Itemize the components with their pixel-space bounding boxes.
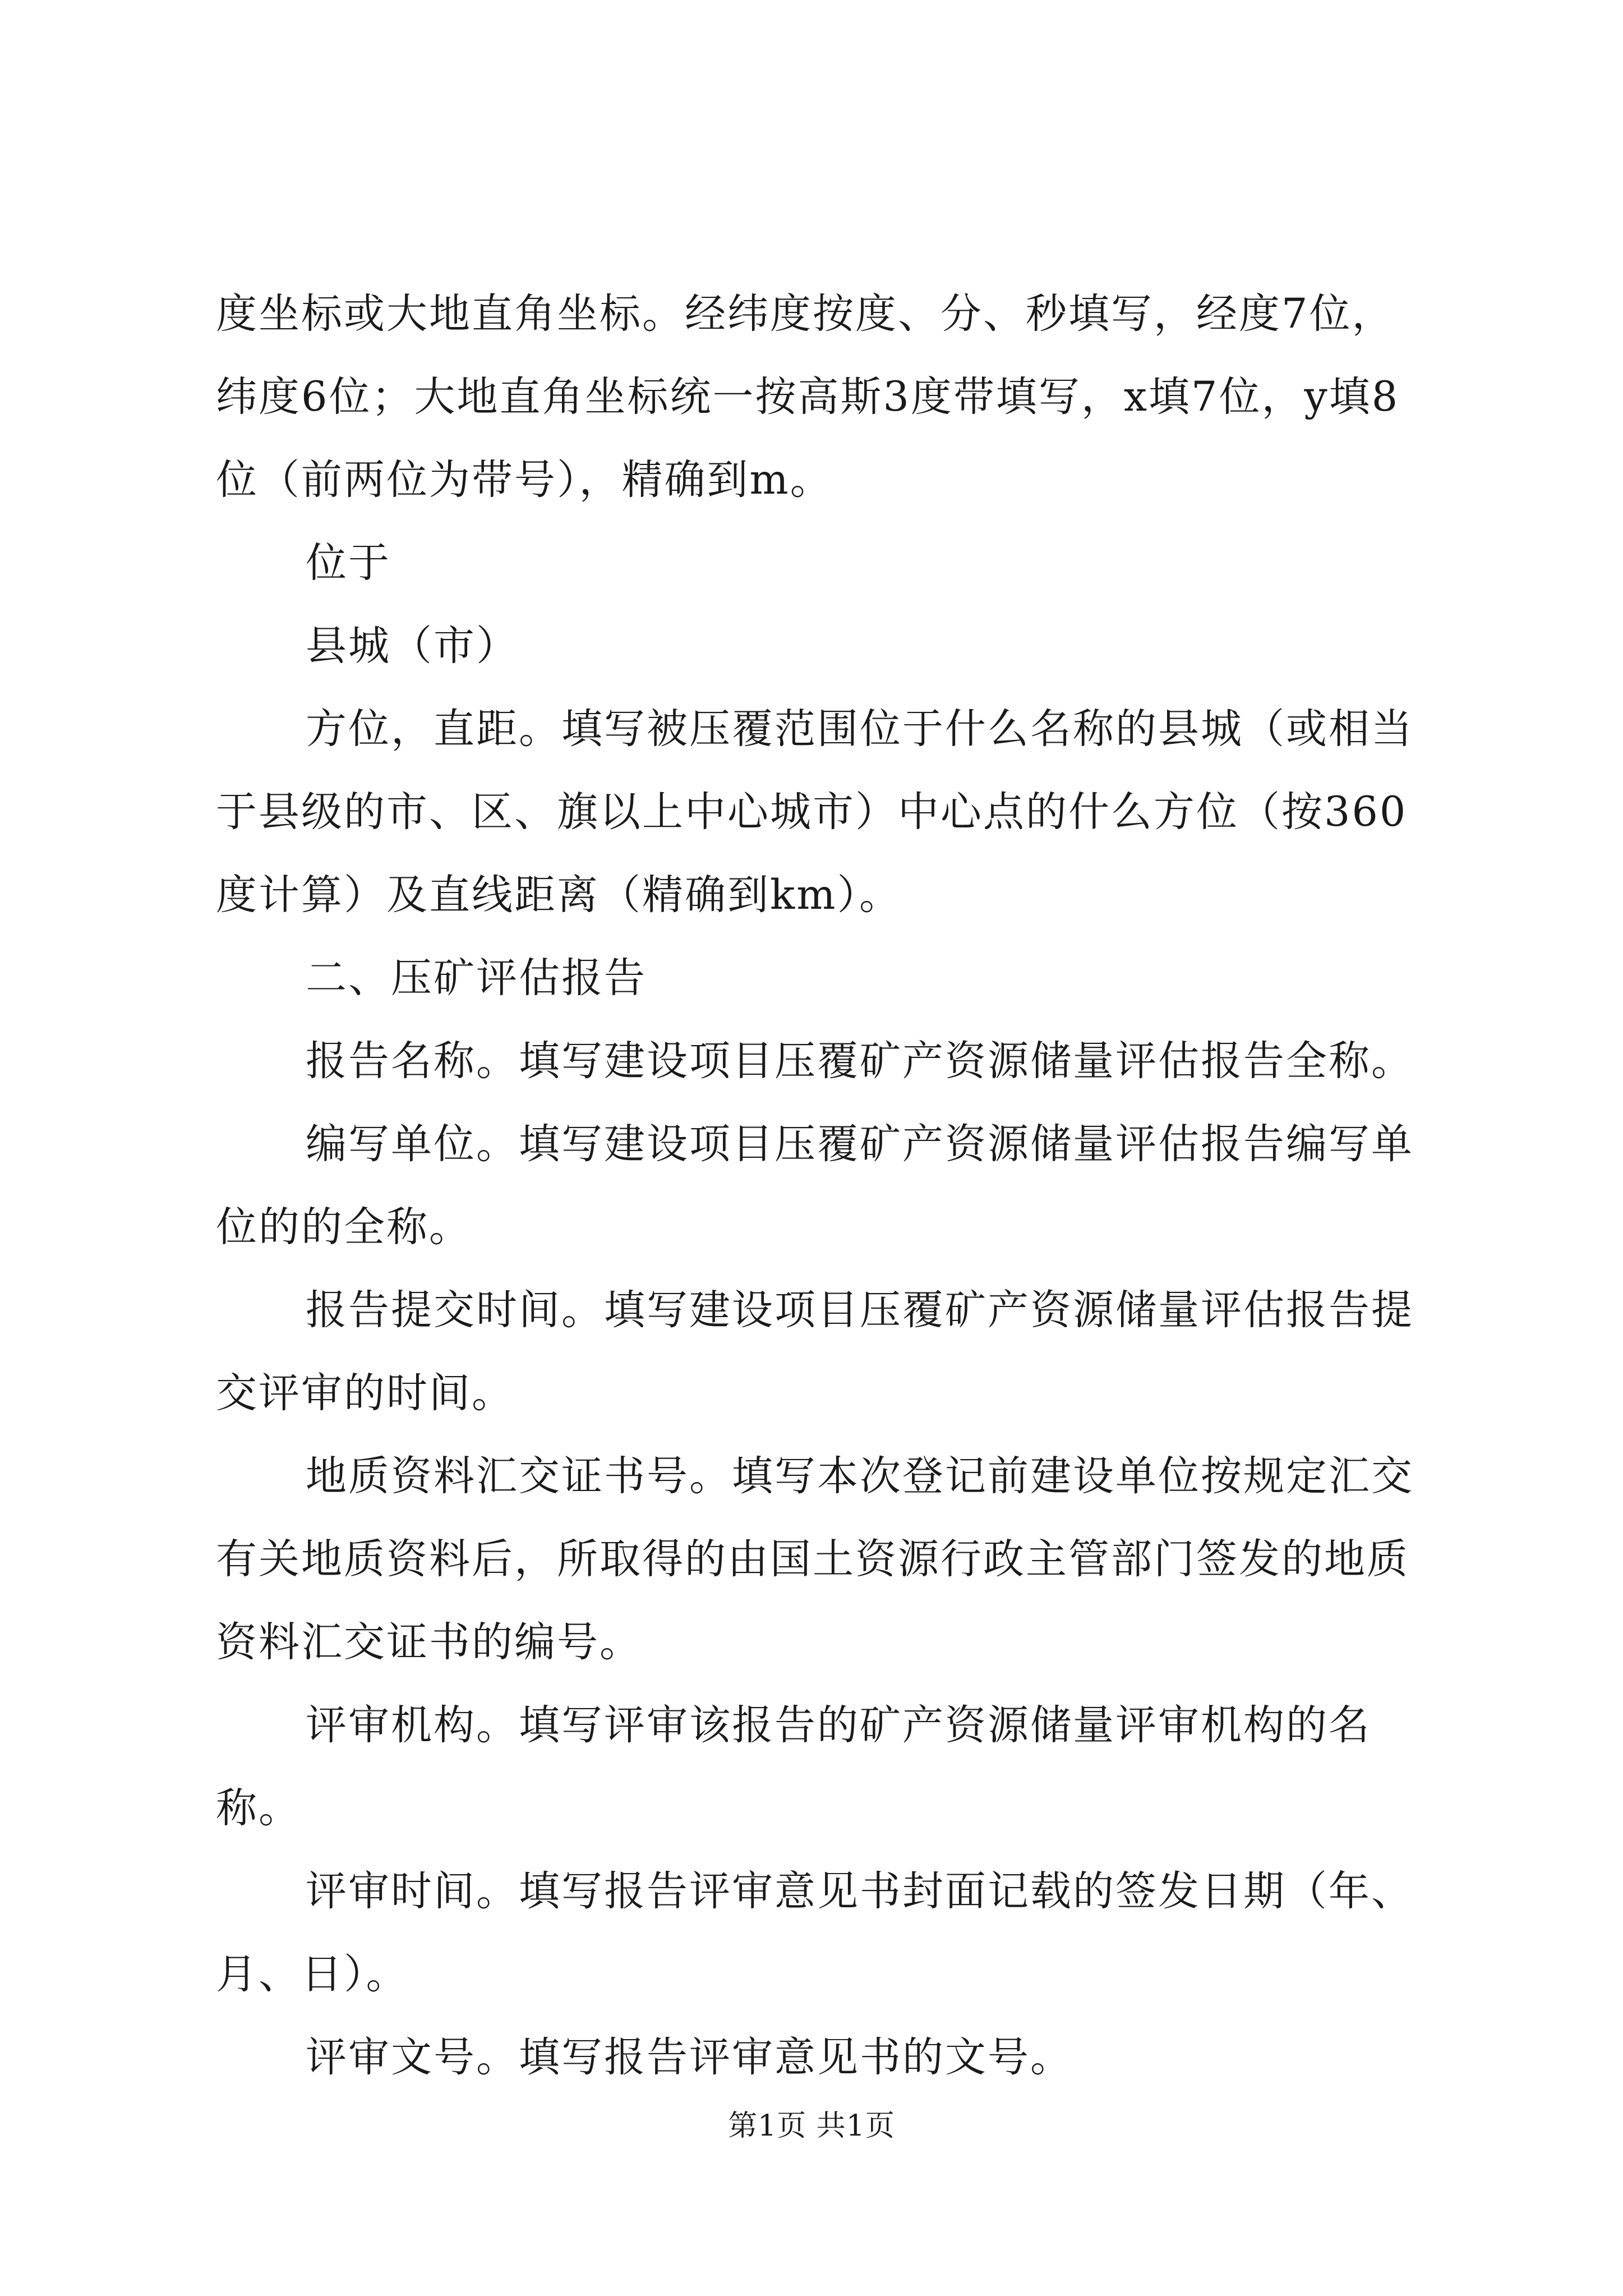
paragraph-county-town: 县城（市） (306, 622, 519, 670)
paragraph-certificate-number: 地质资料汇交证书号。填写本次登记前建设单位按规定汇交有关地质资料后，所取得的由国土资源行政主管部门签发的地质资料汇交证书的编号。 (216, 1452, 1414, 1666)
paragraph-coordinates-continued: 度坐标或大地直角坐标。经纬度按度、分、秒填写，经度7位，纬度6位；大地直角坐标统一按高斯3度带填写，x填7位，y填8位（前两位为带号），精确到m。 (216, 290, 1400, 504)
paragraph-review-time: 评审时间。填写报告评审意见书封面记载的签发日期（年、月、日）。 (216, 1867, 1414, 1998)
page-footer: 第1页 共1页 (728, 2109, 895, 2143)
paragraph-review-document-number: 评审文号。填写报告评审意见书的文号。 (306, 2033, 1073, 2081)
paragraph-direction-distance: 方位，直距。填写被压覆范围位于什么名称的县城（或相当于县级的市、区、旗以上中心城市）中心点的什么方位（按360度计算）及直线距离（精确到km）。 (216, 705, 1414, 919)
paragraph-compiling-unit: 编写单位。填写建设项目压覆矿产资源储量评估报告编写单位的的全称。 (216, 1120, 1414, 1251)
paragraph-submission-time: 报告提交时间。填写建设项目压覆矿产资源储量评估报告提交评审的时间。 (216, 1286, 1414, 1417)
paragraph-report-name: 报告名称。填写建设项目压覆矿产资源储量评估报告全称。 (306, 1037, 1414, 1085)
document-body (216, 273, 1427, 2099)
section-heading-assessment-report: 二、压矿评估报告 (306, 954, 647, 1002)
paragraph-located-at: 位于 (306, 539, 391, 587)
paragraph-review-agency: 评审机构。填写评审该报告的矿产资源储量评审机构的名称。 (216, 1701, 1371, 1832)
